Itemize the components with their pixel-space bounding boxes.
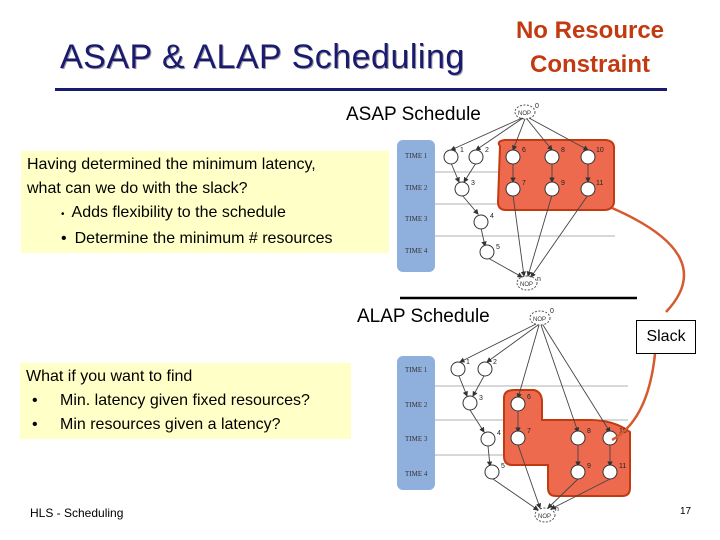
svg-text:11: 11 <box>619 463 627 470</box>
title-underline <box>55 88 667 91</box>
svg-text:8: 8 <box>561 147 565 154</box>
svg-text:4: 4 <box>490 213 494 220</box>
svg-text:10: 10 <box>619 428 627 435</box>
asap-schedule-label: ASAP Schedule <box>346 104 481 125</box>
svg-text:9: 9 <box>587 463 591 470</box>
alap-notes-heading: What if you want to find <box>26 368 193 385</box>
asap-bullet: • Adds flexibility to the schedule <box>61 204 286 221</box>
asap-notes-heading: Having determined the minimum latency, <box>27 156 316 173</box>
svg-text:n: n <box>555 506 559 513</box>
bullet-icon: • <box>32 416 38 433</box>
asap-time-label: TIME 1 <box>405 152 428 160</box>
alap-schedule-label: ALAP Schedule <box>357 306 490 327</box>
constraint-line-1: No Resource <box>515 17 665 44</box>
svg-text:7: 7 <box>522 180 526 187</box>
bullet-icon: • <box>61 209 65 220</box>
svg-text:2: 2 <box>485 147 489 154</box>
svg-text:3: 3 <box>471 180 475 187</box>
footer-text: HLS - Scheduling <box>30 506 124 520</box>
svg-text:3: 3 <box>479 395 483 402</box>
svg-text:0: 0 <box>535 103 539 110</box>
asap-bullet: • Determine the minimum # resources <box>61 230 333 247</box>
svg-text:7: 7 <box>527 428 531 435</box>
asap-notes-box <box>21 151 389 253</box>
slack-label: Slack <box>636 320 696 354</box>
alap-bullet: • Min. latency given fixed resources? <box>26 389 345 413</box>
asap-notes-heading: what can we do with the slack? <box>27 180 248 197</box>
svg-text:1: 1 <box>460 147 464 154</box>
slide-title: ASAP & ALAP Scheduling <box>60 38 465 76</box>
svg-text:9: 9 <box>561 180 565 187</box>
bullet-icon: • <box>32 392 38 409</box>
nop-label: NOP <box>518 111 532 117</box>
svg-text:n: n <box>537 276 541 283</box>
alap-time-label: TIME 2 <box>405 401 428 409</box>
svg-text:1: 1 <box>466 359 470 366</box>
nop-label: NOP <box>538 514 552 520</box>
nop-label: NOP <box>533 317 547 323</box>
page-number: 17 <box>680 506 692 517</box>
svg-text:10: 10 <box>596 147 604 154</box>
svg-text:4: 4 <box>497 430 501 437</box>
svg-text:8: 8 <box>587 428 591 435</box>
svg-text:5: 5 <box>496 244 500 251</box>
nop-label: NOP <box>520 282 534 288</box>
alap-time-label: TIME 1 <box>405 366 428 374</box>
asap-time-label: TIME 4 <box>405 247 428 255</box>
bullet-icon: • <box>61 230 67 247</box>
alap-time-label: TIME 4 <box>405 470 428 478</box>
constraint-label <box>505 14 675 82</box>
slack-connector-top <box>612 208 684 312</box>
svg-text:6: 6 <box>527 394 531 401</box>
alap-time-label: TIME 3 <box>405 435 428 443</box>
asap-time-label: TIME 2 <box>405 184 428 192</box>
svg-text:2: 2 <box>493 359 497 366</box>
svg-text:6: 6 <box>522 147 526 154</box>
svg-text:5: 5 <box>501 463 505 470</box>
svg-text:11: 11 <box>596 180 604 187</box>
asap-time-label: TIME 3 <box>405 215 428 223</box>
constraint-line-2: Constraint <box>530 51 650 78</box>
alap-notes-box <box>20 363 351 439</box>
alap-bullet: • Min resources given a latency? <box>26 413 345 437</box>
svg-text:0: 0 <box>550 308 554 315</box>
